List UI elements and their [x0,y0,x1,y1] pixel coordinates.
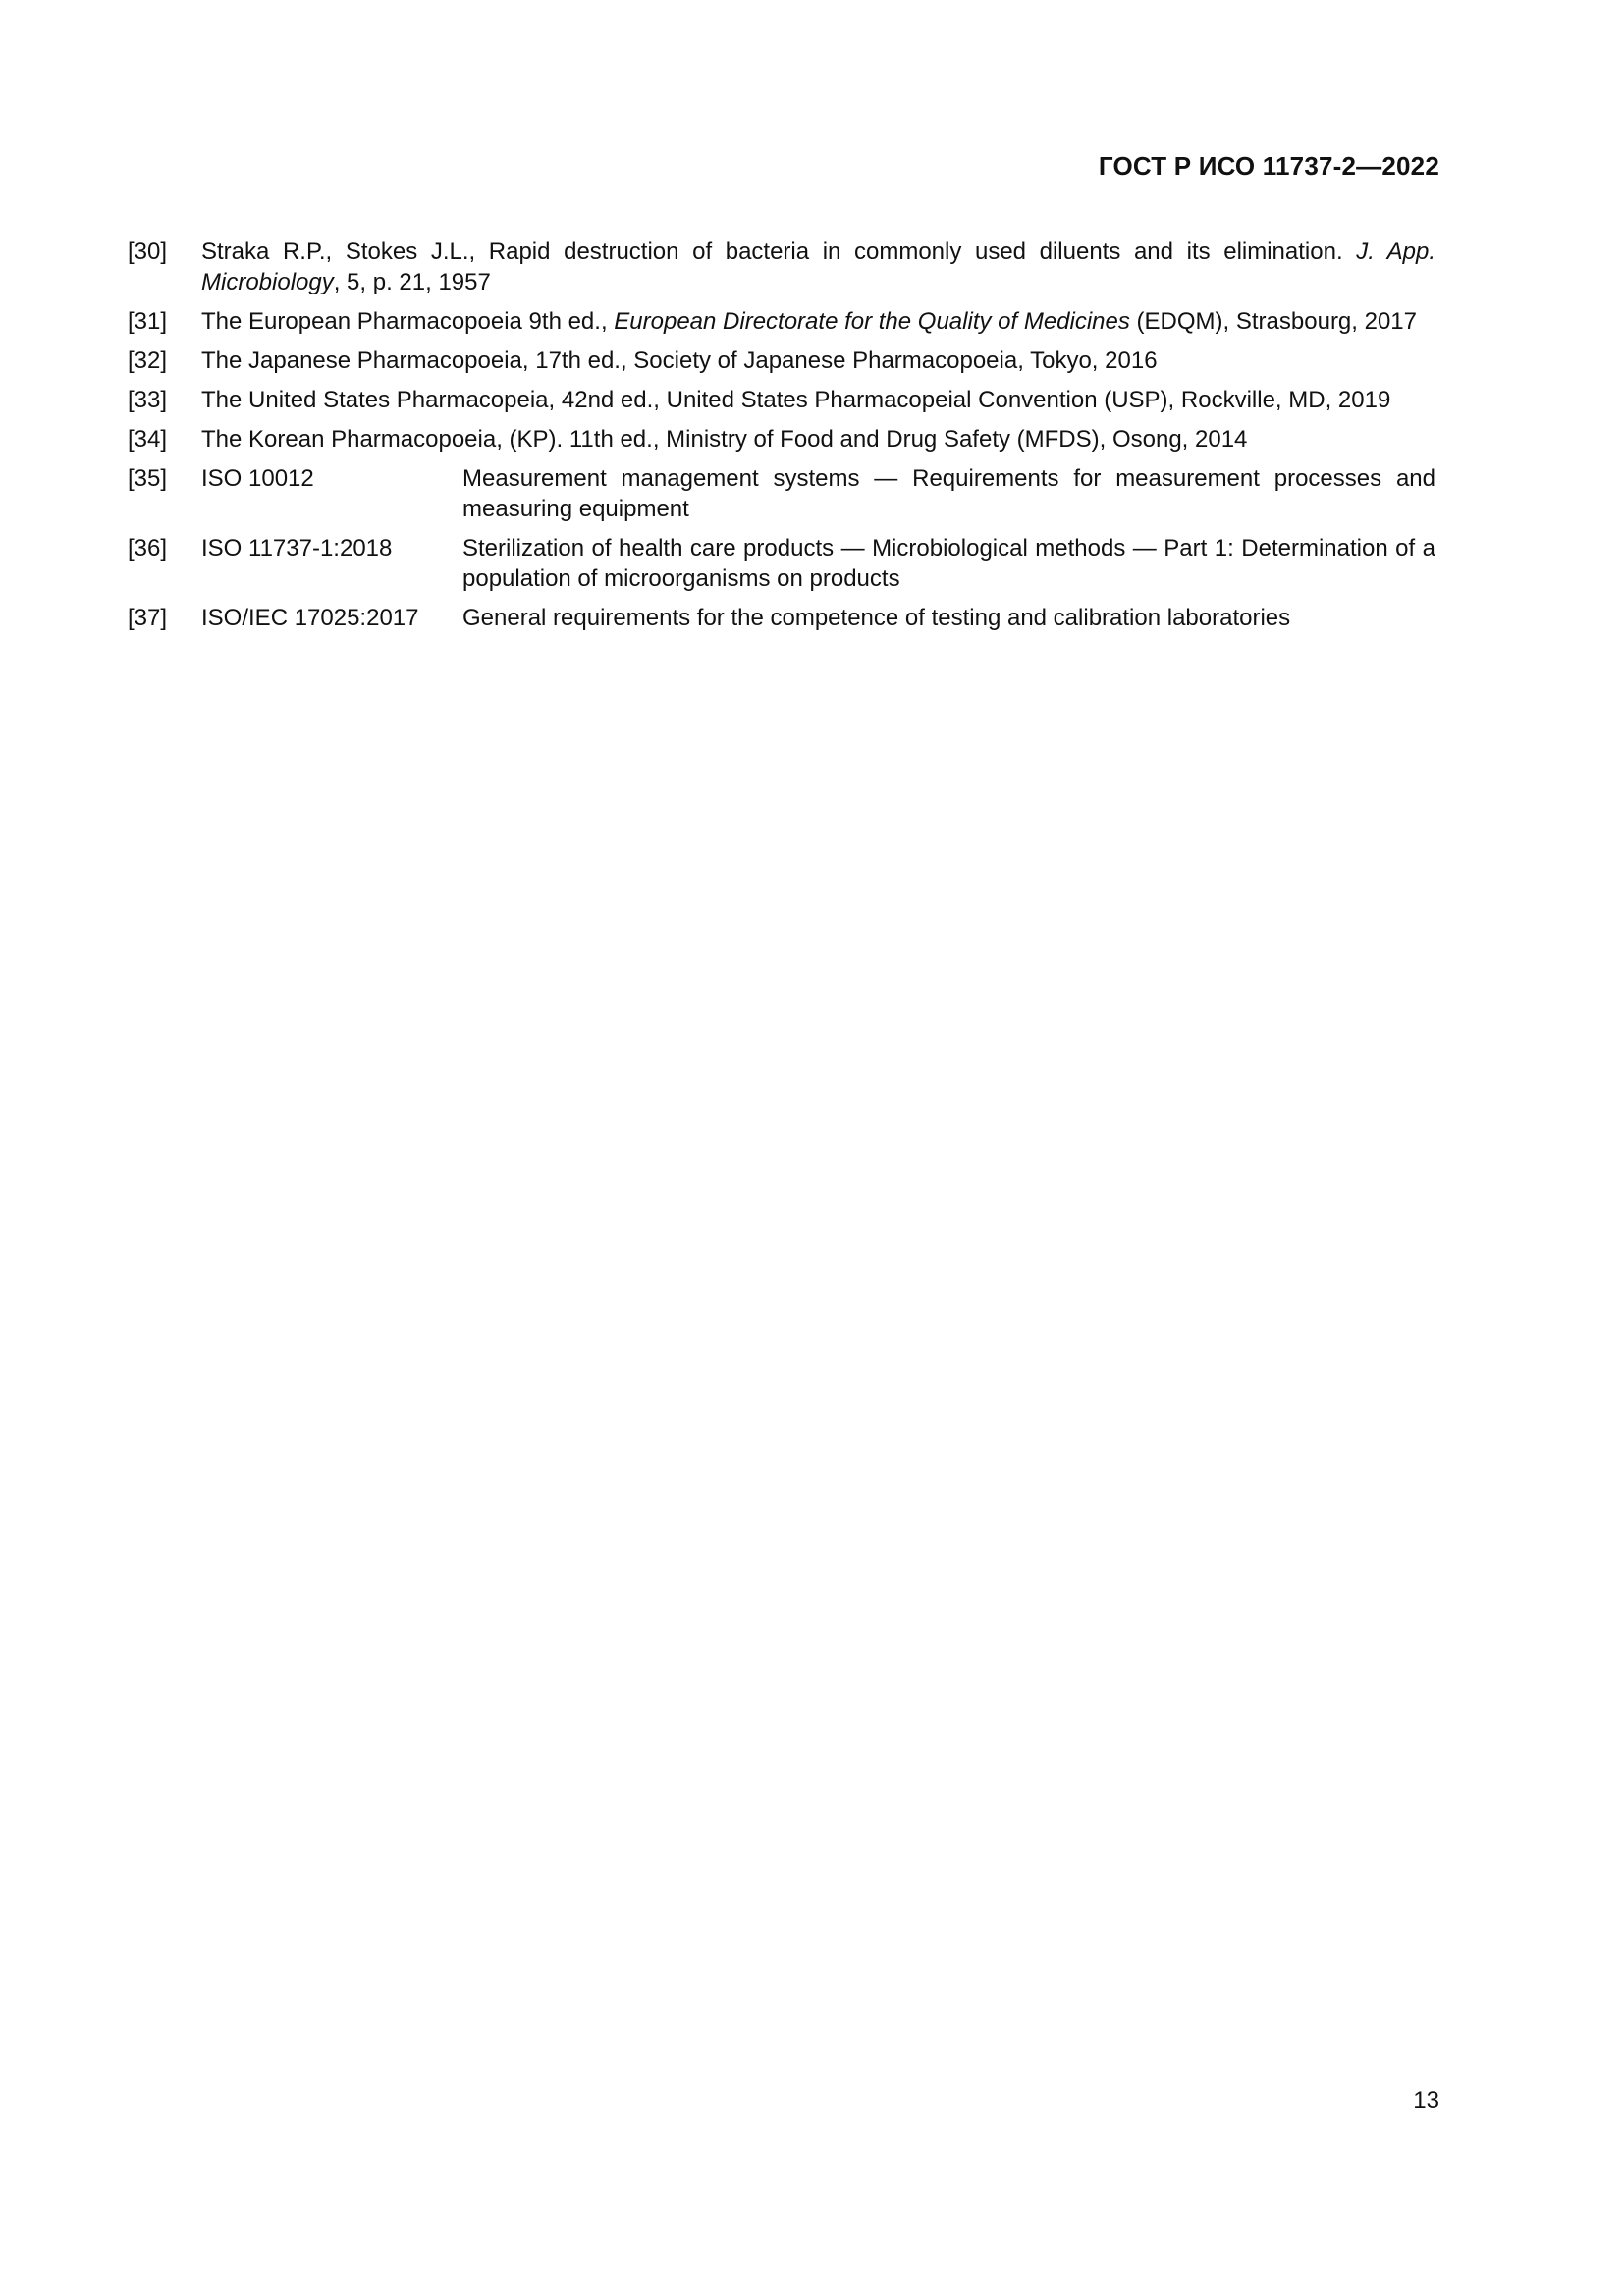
reference-standard-title: General requirements for the competence of testing and calibration laboratories [462,605,1291,631]
reference-text: The Korean Pharmacopoeia, (KP). 11th ed., Ministry of Food and Drug Safety (MFDS), Osong, 2014 [201,426,1248,453]
reference-item-31 [128,306,1435,337]
reference-item-37 [128,603,1435,633]
reference-item-32 [128,346,1435,376]
reference-text-part: The European Pharmacopoeia 9th ed., [201,308,615,335]
reference-standard-title: Measurement management systems — Requirements for measurement processes and measuring equipment [462,465,1435,522]
reference-item-33 [128,385,1435,415]
reference-number: [33] [128,387,168,413]
reference-text-part: (EDQM), Strasbourg, 2017 [1129,308,1418,335]
reference-number: [35] [128,465,168,492]
reference-text-part: , 5, p. 21, 1957 [333,269,491,295]
reference-standard-title: Sterilization of health care products — Microbiological methods — Part 1: Determination of a population of microorganisms on products [462,535,1435,592]
reference-text: The Japanese Pharmacopoeia, 17th ed., Society of Japanese Pharmacopoeia, Tokyo, 2016 [201,347,1158,374]
reference-number: [32] [128,347,168,374]
reference-standard-code: ISO 11737-1:2018 [201,535,393,561]
reference-standard-code: ISO 10012 [201,465,314,492]
reference-item-35 [128,463,1435,524]
reference-text [201,237,1435,297]
reference-item-36 [128,533,1435,594]
page-number: 13 [1413,2087,1439,2113]
reference-text: The United States Pharmacopeia, 42nd ed., United States Pharmacopeial Convention (USP), Rockville, MD, 2019 [201,387,1391,413]
reference-standard-code: ISO/IEC 17025:2017 [201,605,419,631]
reference-number: [31] [128,308,168,335]
reference-text-part: Straka R.P., Stokes J.L., Rapid destruction of bacteria in commonly used diluents and its elimination. [201,239,1357,265]
document-header-title: ГОСТ Р ИСО 11737-2—2022 [1098,151,1439,181]
reference-number: [34] [128,426,168,453]
bibliography-list [128,237,1435,642]
reference-item-34 [128,424,1435,454]
reference-text [201,306,1435,337]
reference-item-30 [128,237,1435,297]
reference-journal-italic: J. App. Microbiology [201,239,1435,295]
reference-publisher-italic: European Directorate for the Quality of Medicines [614,308,1130,335]
reference-number: [36] [128,535,168,561]
reference-number: [37] [128,605,168,631]
reference-number: [30] [128,239,168,265]
